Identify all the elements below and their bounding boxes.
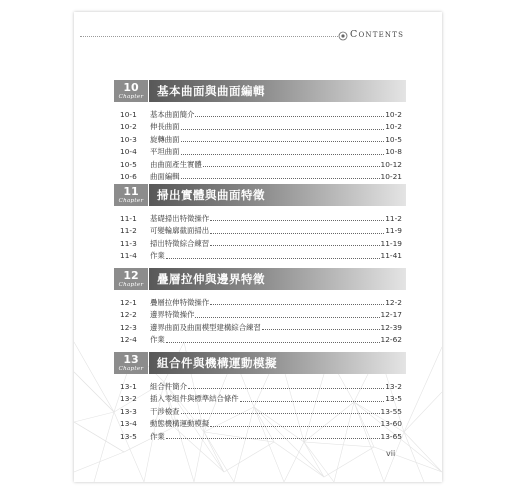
entry-title: 掃出特徵綜合練習 (150, 238, 210, 248)
entry-page: 13-2 (385, 382, 402, 391)
entry-page: 10-2 (385, 122, 402, 132)
entry-title: 作業 (150, 431, 165, 441)
toc-entries (114, 109, 406, 183)
entry-number: 10-3 (120, 134, 137, 144)
toc-entry[interactable] (120, 225, 402, 237)
dot-leader (240, 401, 385, 402)
entry-number: 13-3 (120, 406, 137, 416)
entry-page: 10-21 (380, 171, 402, 181)
entry-page: 11-9 (385, 226, 402, 236)
entry-number: 12-4 (120, 335, 137, 345)
chapter-number: 11 (123, 185, 139, 198)
chapter-title-bar (149, 80, 406, 102)
toc-entries (114, 297, 406, 347)
header-diamond-icon (338, 31, 348, 41)
entry-title: 可變輪廓截面掃出 (150, 226, 210, 236)
toc-entries (114, 381, 406, 443)
entry-number: 13-2 (120, 394, 137, 404)
entry-page: 11-41 (380, 251, 402, 261)
chapter-title-bar (149, 352, 406, 374)
header-dotted-rule (80, 36, 338, 37)
entry-title: 作業 (150, 251, 165, 261)
entry-title: 疊層拉伸特徵操作 (150, 298, 210, 307)
entry-number: 12-3 (120, 322, 137, 332)
entry-number: 10-1 (120, 110, 137, 119)
entry-page: 12-2 (385, 298, 402, 307)
toc-entry[interactable] (120, 297, 402, 309)
entry-title: 旋轉曲面 (150, 134, 180, 144)
toc-entry[interactable] (120, 418, 402, 430)
toc-entry[interactable] (120, 250, 402, 262)
entry-title: 基礎掃出特徵操作 (150, 214, 210, 223)
toc-entry[interactable] (120, 134, 402, 146)
chapter-header (114, 268, 406, 290)
entry-title: 邊界曲面及曲面模型建構綜合練習 (150, 322, 261, 332)
entry-page: 10-5 (385, 134, 402, 144)
entry-page: 12-39 (380, 322, 402, 332)
toc-entry[interactable] (120, 393, 402, 405)
dot-leader (195, 317, 379, 318)
toc-entry[interactable] (120, 238, 402, 250)
entry-page: 10-2 (385, 110, 402, 119)
toc-entry[interactable] (120, 159, 402, 171)
dot-leader (181, 154, 385, 155)
toc-entry[interactable] (120, 146, 402, 158)
toc-entry[interactable] (120, 334, 402, 346)
dot-leader (210, 220, 384, 221)
page-number: vii (386, 449, 396, 458)
entry-page: 11-2 (385, 214, 402, 223)
chapter-label: Chapter (118, 366, 144, 372)
chapter-title: 掃出實體與曲面特徵 (157, 188, 265, 202)
dot-leader (210, 245, 379, 246)
toc-entry[interactable] (120, 406, 402, 418)
chapter-title: 疊層拉伸與邊界特徵 (157, 272, 265, 286)
entry-title: 曲面編輯 (150, 171, 180, 181)
dot-leader (210, 426, 379, 427)
chapter-section-10 (114, 80, 406, 183)
entry-title: 邊界特徵操作 (150, 310, 195, 320)
entry-number: 10-2 (120, 122, 137, 132)
toc-entry[interactable] (120, 309, 402, 321)
toc-entry[interactable] (120, 171, 402, 183)
entry-number: 13-1 (120, 382, 137, 391)
chapter-title: 組合件與機構運動模擬 (157, 356, 277, 370)
entry-number: 10-6 (120, 171, 137, 181)
chapter-header (114, 352, 406, 374)
entry-page: 10-12 (380, 159, 402, 169)
dot-leader (181, 141, 385, 142)
dot-leader (166, 438, 380, 439)
entry-number: 11-2 (120, 226, 137, 236)
entry-page: 10-8 (385, 147, 402, 157)
chapter-label: Chapter (118, 282, 144, 288)
dot-leader (166, 258, 380, 259)
entry-number: 11-3 (120, 238, 137, 248)
dot-leader (181, 129, 385, 130)
entry-title: 伸長曲面 (150, 122, 180, 132)
book-page (74, 12, 442, 482)
entry-page: 13-5 (385, 394, 402, 404)
entry-number: 10-5 (120, 159, 137, 169)
entry-page: 12-17 (380, 310, 402, 320)
toc-entry[interactable] (120, 381, 402, 393)
entry-page: 12-62 (380, 335, 402, 345)
toc-entry[interactable] (120, 213, 402, 225)
dot-leader (262, 329, 380, 330)
entry-title: 平坦曲面 (150, 147, 180, 157)
entry-title: 組合件簡介 (150, 382, 187, 391)
chapter-number-box (114, 184, 148, 206)
chapter-number-box (114, 268, 148, 290)
chapter-number: 12 (123, 269, 139, 282)
dot-leader (188, 388, 384, 389)
toc-entry[interactable] (120, 431, 402, 443)
entry-title: 動態機構運動模擬 (150, 419, 210, 429)
dot-leader (166, 342, 380, 343)
chapter-title-bar (149, 184, 406, 206)
entry-number: 11-1 (120, 214, 137, 223)
entry-page: 11-19 (380, 238, 402, 248)
entry-number: 12-2 (120, 310, 137, 320)
entry-number: 13-5 (120, 431, 137, 441)
chapter-section-11 (114, 184, 406, 263)
toc-entries (114, 213, 406, 263)
entry-title: 作業 (150, 335, 165, 345)
entry-number: 10-4 (120, 147, 137, 157)
entry-page: 13-65 (380, 431, 402, 441)
dot-leader (195, 116, 384, 117)
entry-number: 11-4 (120, 251, 137, 261)
chapter-label: Chapter (118, 198, 144, 204)
chapter-title: 基本曲面與曲面編輯 (157, 84, 265, 98)
chapter-section-13 (114, 352, 406, 443)
entry-title: 由曲面產生實體 (150, 159, 202, 169)
toc-entry[interactable] (120, 121, 402, 133)
dot-leader (203, 166, 380, 167)
toc-entry[interactable] (120, 322, 402, 334)
chapter-label: Chapter (118, 94, 144, 100)
entry-page: 13-60 (380, 419, 402, 429)
entry-page: 13-55 (380, 406, 402, 416)
chapter-title-bar (149, 268, 406, 290)
chapter-header (114, 80, 406, 102)
entry-number: 13-4 (120, 419, 137, 429)
dot-leader (210, 233, 384, 234)
chapter-number-box (114, 80, 148, 102)
chapter-header (114, 184, 406, 206)
dot-leader (181, 413, 380, 414)
entry-title: 干涉檢查 (150, 406, 180, 416)
chapter-number: 13 (123, 353, 139, 366)
chapter-section-12 (114, 268, 406, 347)
chapter-number: 10 (123, 81, 139, 94)
contents-heading: Contents (350, 29, 405, 40)
dot-leader (210, 304, 384, 305)
chapter-number-box (114, 352, 148, 374)
entry-title: 插入零組件與標準結合條件 (150, 394, 239, 404)
entry-title: 基本曲面簡介 (150, 110, 195, 119)
dot-leader (181, 178, 380, 179)
entry-number: 12-1 (120, 298, 137, 307)
toc-entry[interactable] (120, 109, 402, 121)
